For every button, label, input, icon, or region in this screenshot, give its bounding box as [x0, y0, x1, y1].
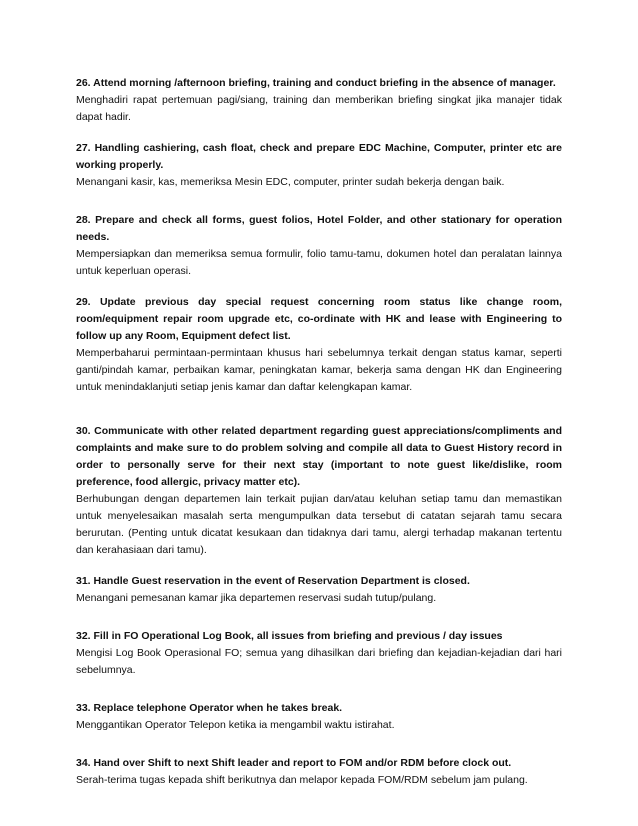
- item-34: [76, 755, 562, 789]
- item-description: Menangani kasir, kas, memeriksa Mesin EDC, computer, printer sudah bekerja dengan baik.: [76, 176, 505, 188]
- item-title: 27. Handling cashiering, cash float, check and prepare EDC Machine, Computer, printer etc are working properly.: [76, 142, 562, 171]
- item-28: [76, 212, 562, 280]
- item-description: Memperbaharui permintaan-permintaan khusus hari sebelumnya terkait dengan status kamar, seperti ganti/pindah kamar, perbaikan kamar, peningkatan kamar, bekerja sama dengan HK dan Engineering untuk menindaklanjuti setiap jenis kamar dan daftar kelengkapan kamar.: [76, 347, 562, 393]
- item-description: Mengisi Log Book Operasional FO; semua yang dihasilkan dari briefing dan kejadian-kejadian dari hari sebelumnya.: [76, 647, 562, 676]
- item-31: [76, 573, 562, 607]
- item-title: 26. Attend morning /afternoon briefing, training and conduct briefing in the absence of manager.: [76, 77, 556, 89]
- item-description: Menghadiri rapat pertemuan pagi/siang, training dan memberikan briefing singkat jika manajer tidak dapat hadir.: [76, 94, 562, 123]
- item-29: [76, 294, 562, 396]
- item-description: Menggantikan Operator Telepon ketika ia mengambil waktu istirahat.: [76, 719, 395, 731]
- item-title: 29. Update previous day special request concerning room status like change room, room/equipment repair room upgrade etc, co-ordinate with HK and lease with Engineering to follow up any Room, Equipment defect list.: [76, 296, 562, 342]
- item-33: [76, 700, 562, 734]
- item-title: 31. Handle Guest reservation in the event of Reservation Department is closed.: [76, 575, 470, 587]
- item-32: [76, 628, 562, 679]
- item-26: [76, 75, 562, 126]
- item-description: Menangani pemesanan kamar jika departemen reservasi sudah tutup/pulang.: [76, 592, 437, 604]
- item-27: [76, 140, 562, 191]
- item-title: 32. Fill in FO Operational Log Book, all issues from briefing and previous / day issues: [76, 630, 503, 642]
- item-title: 34. Hand over Shift to next Shift leader and report to FOM and/or RDM before clock out.: [76, 757, 512, 769]
- document-page: [76, 75, 562, 789]
- item-title: 30. Communicate with other related department regarding guest appreciations/compliments and complaints and make sure to do problem solving and compile all data to Guest History record in order to personally serve for their next stay (important to note guest like/dislike, room preference, food allergic, privacy matter etc).: [76, 425, 562, 488]
- item-description: Berhubungan dengan departemen lain terkait pujian dan/atau keluhan setiap tamu dan memastikan untuk menyelesaikan masalah serta mengumpulkan data tersebut di catatan sejarah tamu secara berurutan. (Penting untuk dicatat kesukaan dan tidaknya dari tamu, alergi terhadap makanan tertentu dan kerahasiaan dari tamu).: [76, 493, 562, 556]
- item-title: 28. Prepare and check all forms, guest folios, Hotel Folder, and other stationary for operation needs.: [76, 214, 562, 243]
- item-description: Mempersiapkan dan memeriksa semua formulir, folio tamu-tamu, dokumen hotel dan peralatan lainnya untuk keperluan operasi.: [76, 248, 562, 277]
- item-title: 33. Replace telephone Operator when he takes break.: [76, 702, 343, 714]
- item-description: Serah-terima tugas kepada shift berikutnya dan melapor kepada FOM/RDM sebelum jam pulang.: [76, 774, 528, 786]
- item-30: [76, 423, 562, 559]
